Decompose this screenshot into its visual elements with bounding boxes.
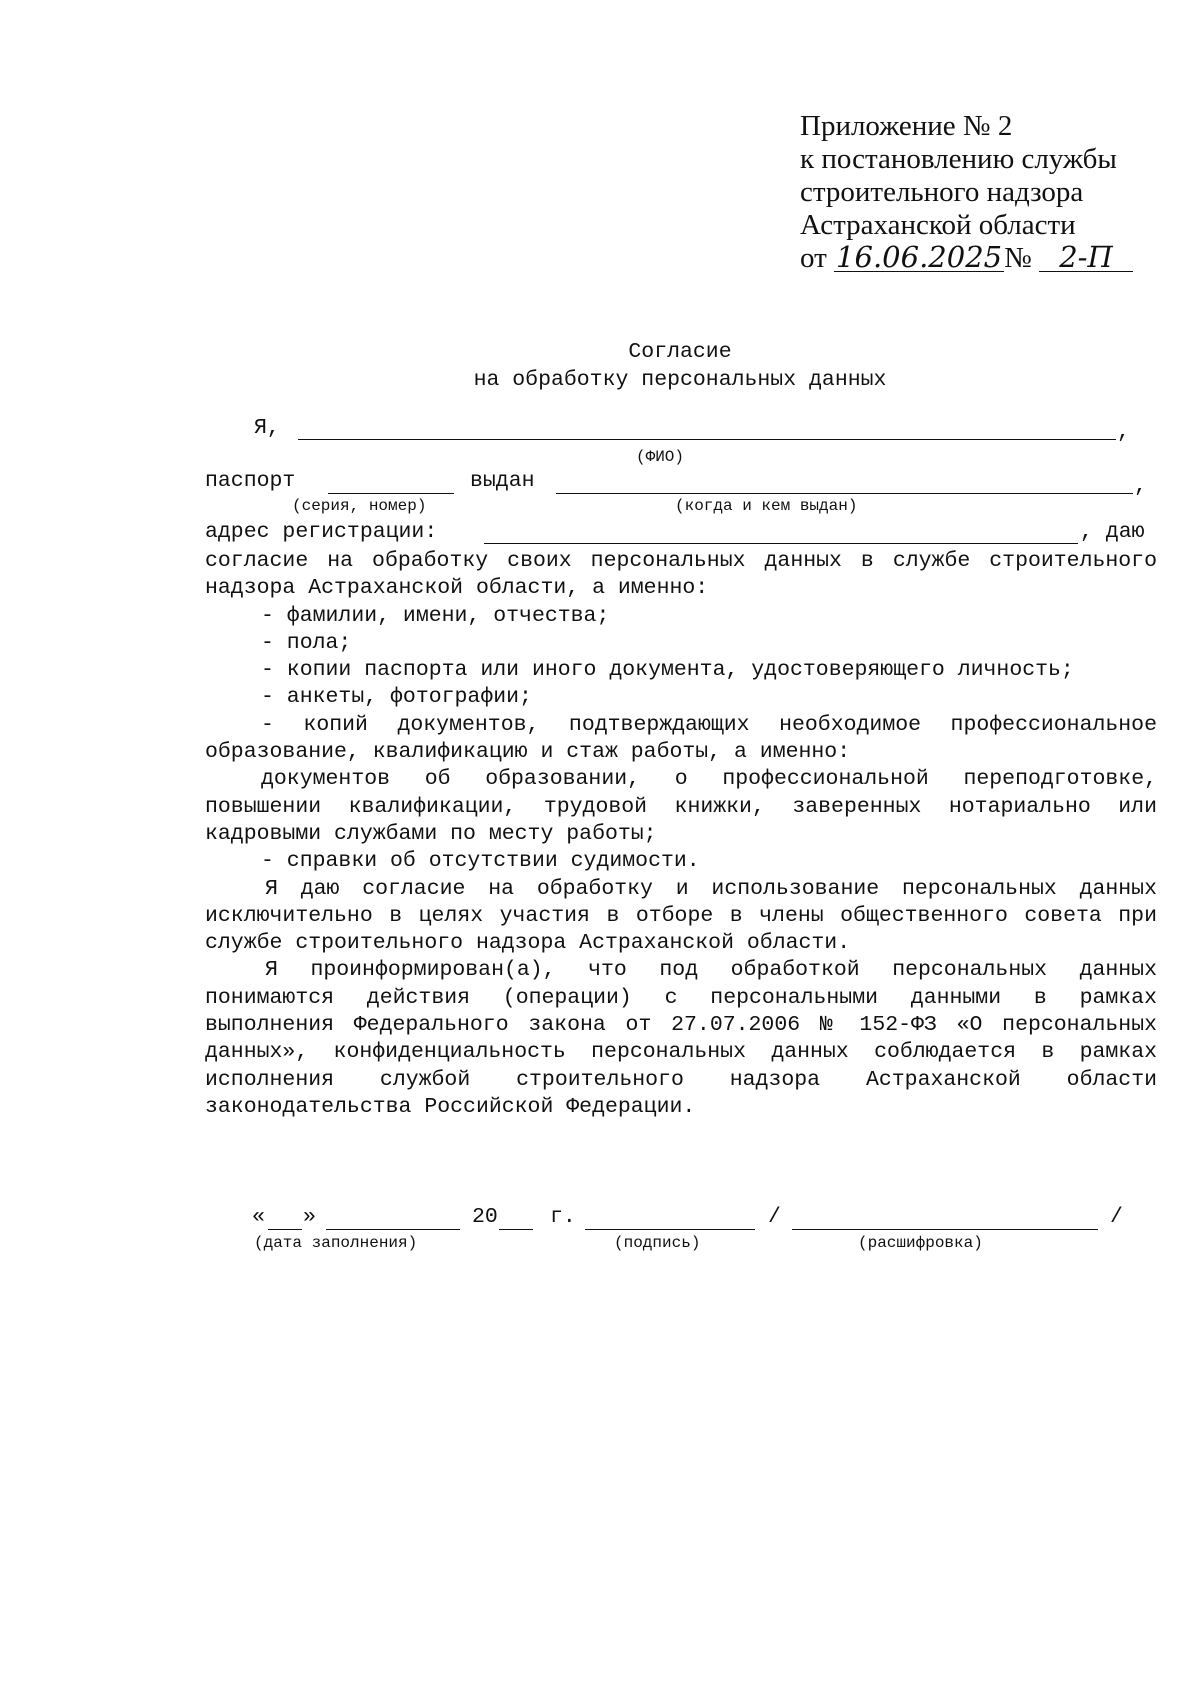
consent-tail: , даю — [1080, 520, 1145, 544]
list-item: - копий документов, подтверждающих необходимое профессиональное образование, квалификацию и стаж работы, а именно: — [205, 712, 1157, 765]
number-sign: № — [1004, 242, 1032, 274]
list-item: документов об образовании, о профессиональной переподготовке, повышении квалификации, трудовой книжки, заверенных нотариально или кадровыми службами по месту работы; — [205, 767, 1157, 846]
consent-intro: согласие на обработку своих персональных данных в службе строительного надзора Астраханской области, а именно: — [205, 549, 1157, 601]
list-item: - фамилии, имени, отчества; — [261, 603, 610, 628]
list-item: - анкеты, фотографии; — [261, 685, 532, 710]
handwritten-date: 16.06.2025 — [836, 240, 1003, 274]
consent-body — [205, 548, 1157, 1121]
issued-caption: (когда и кем выдан) — [675, 497, 858, 515]
month-field[interactable] — [326, 1210, 460, 1230]
day-field[interactable] — [268, 1210, 302, 1230]
issued-by-field[interactable] — [556, 474, 1133, 494]
decode-caption: (расшифровка) — [858, 1234, 983, 1252]
date-caption: (дата заполнения) — [254, 1234, 418, 1252]
consent-information: Я проинформирован(а), что под обработкой персональных данных понимаются действия (операции) с персональными данными в рамках выполнения Федерального закона от 27.07.2006 № 152-ФЗ «О персональных данных», конфиденциальность персональных данных соблюдается в рамках исполнения службой строительного надзора Астраханской области законодательства Российской Федерации. — [205, 958, 1157, 1119]
slash-1: / — [768, 1205, 781, 1229]
annex-from-prefix: от — [800, 242, 827, 274]
consent-purpose: Я даю согласие на обработку и использование персональных данных исключительно в целях участия в отборе в члены общественного совета при службе строительного надзора Астраханской области. — [205, 876, 1157, 956]
document-title: Согласие — [628, 340, 732, 364]
list-item: - копии паспорта или иного документа, удостоверяющего личность; — [261, 658, 1074, 683]
address-field[interactable] — [484, 524, 1078, 544]
year-field[interactable] — [499, 1210, 533, 1230]
quote-close: » — [303, 1205, 316, 1229]
fio-caption: (ФИО) — [636, 448, 685, 466]
fio-field[interactable] — [298, 420, 1116, 440]
quote-open: « — [252, 1205, 265, 1229]
slash-2: / — [1110, 1205, 1123, 1229]
fio-comma: , — [1117, 420, 1130, 444]
i-label: Я, — [254, 416, 280, 440]
passport-comma: , — [1134, 474, 1147, 498]
passport-label: паспорт — [205, 469, 296, 493]
annex-line-5 — [800, 242, 1180, 275]
annex-line-3: строительного надзора — [800, 176, 1084, 208]
series-caption: (серия, номер) — [292, 497, 427, 515]
annex-line-4: Астраханской области — [800, 209, 1076, 241]
annex-line-2: к постановлению службы — [800, 143, 1117, 175]
year-suffix: г. — [550, 1205, 576, 1229]
year-prefix: 20 — [472, 1205, 498, 1229]
list-item: - пола; — [261, 630, 352, 655]
signature-field[interactable] — [585, 1210, 755, 1230]
passport-series-field[interactable] — [328, 474, 454, 494]
issued-label: выдан — [470, 469, 535, 493]
decode-field[interactable] — [792, 1210, 1098, 1230]
list-item: - справки об отсутствии судимости. — [261, 849, 700, 874]
annex-line-1: Приложение № 2 — [800, 110, 1013, 142]
document-subtitle: на обработку персональных данных — [473, 368, 887, 392]
handwritten-number: 2-П — [1039, 243, 1133, 272]
signature-caption: (подпись) — [614, 1234, 701, 1252]
address-label: адрес регистрации: — [205, 520, 438, 544]
annex-header — [800, 110, 1180, 275]
